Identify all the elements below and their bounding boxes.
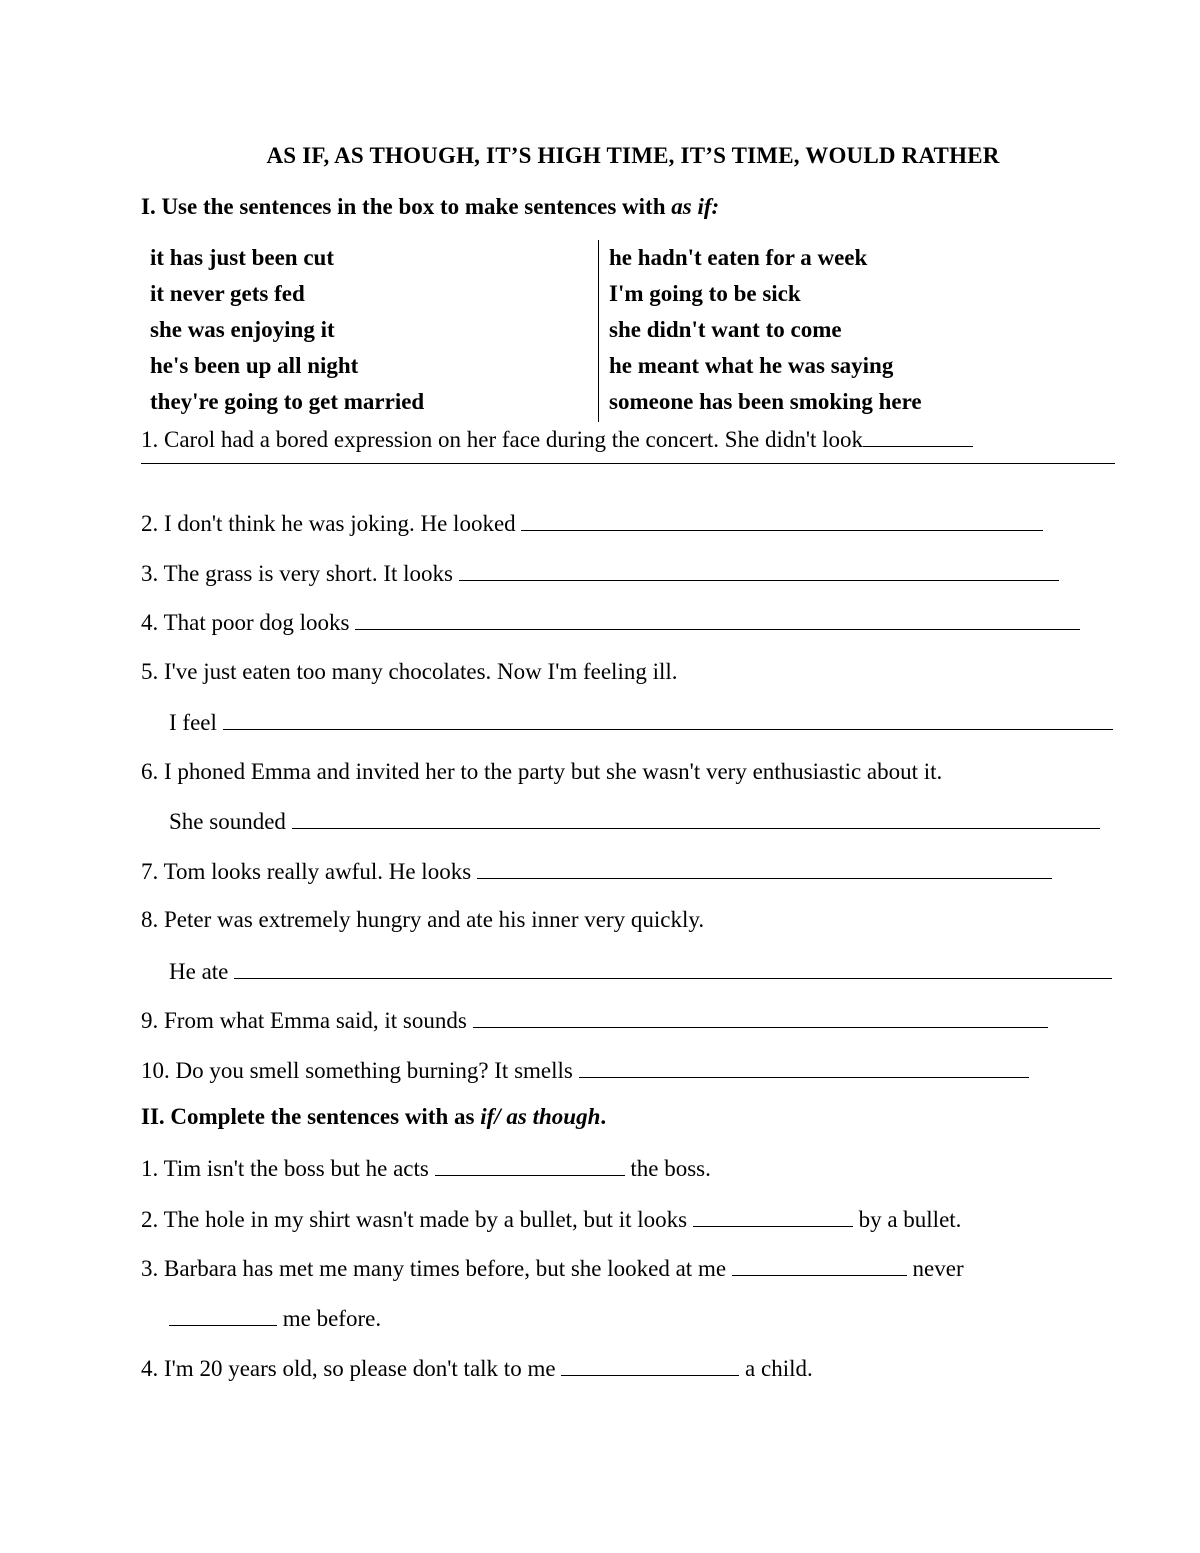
exercise-1-item-1 bbox=[141, 424, 973, 454]
section-2-heading-emphasis: if/ as though bbox=[480, 1104, 601, 1129]
item-text: me before. bbox=[277, 1306, 382, 1331]
exercise-1-item-3 bbox=[141, 558, 1059, 588]
answer-blank[interactable] bbox=[435, 1153, 625, 1176]
answer-blank[interactable] bbox=[863, 424, 973, 447]
answer-blank[interactable] bbox=[234, 956, 1112, 979]
section-2-heading-text: II. Complete the sentences with as bbox=[141, 1104, 481, 1129]
exercise-1-item-8-answer bbox=[169, 956, 1112, 986]
answer-blank[interactable] bbox=[223, 707, 1113, 730]
section-2-heading bbox=[141, 1104, 606, 1130]
item-text: 1. Tim isn't the boss but he acts bbox=[141, 1156, 435, 1181]
item-text: a child. bbox=[739, 1356, 813, 1381]
item-text: 2. I don't think he was joking. He looked bbox=[141, 511, 522, 536]
box-sentence: he meant what he was saying bbox=[609, 353, 894, 378]
exercise-2-item-2 bbox=[141, 1204, 961, 1234]
exercise-1-item-5-answer bbox=[169, 707, 1113, 737]
item-text: I feel bbox=[169, 710, 223, 735]
box-sentence: he hadn't eaten for a week bbox=[609, 245, 868, 270]
item-text: never bbox=[906, 1256, 964, 1281]
answer-blank[interactable] bbox=[579, 1055, 1029, 1078]
item-text: She sounded bbox=[169, 809, 292, 834]
answer-blank[interactable] bbox=[521, 508, 1043, 531]
answer-blank[interactable] bbox=[561, 1353, 739, 1376]
item-text: 7. Tom looks really awful. He looks bbox=[141, 859, 477, 884]
item-text: 5. I've just eaten too many chocolates. Now I'm feeling ill. bbox=[141, 659, 678, 684]
sentence-box-left-column bbox=[150, 240, 424, 420]
item-text: 1. Carol had a bored expression on her face during the concert. She didn't look bbox=[141, 427, 864, 452]
exercise-1-item-4 bbox=[141, 607, 1080, 637]
exercise-1-item-6 bbox=[141, 757, 942, 787]
box-divider bbox=[598, 240, 599, 422]
section-1-heading bbox=[141, 194, 719, 220]
answer-blank[interactable] bbox=[459, 558, 1059, 581]
sentence-box bbox=[150, 240, 1010, 422]
item-text: 9. From what Emma said, it sounds bbox=[141, 1008, 473, 1033]
sentence-box-right-column bbox=[609, 240, 922, 420]
exercise-1-item-9 bbox=[141, 1005, 1048, 1035]
item-text: He ate bbox=[169, 959, 235, 984]
exercise-2-item-3-continued bbox=[169, 1303, 381, 1333]
exercise-1-item-5 bbox=[141, 657, 678, 687]
item-text: 3. Barbara has met me many times before, but she looked at me bbox=[141, 1256, 732, 1281]
exercise-2-item-1 bbox=[141, 1153, 711, 1183]
box-sentence: he's been up all night bbox=[150, 353, 359, 378]
section-1-heading-text: I. Use the sentences in the box to make sentences with bbox=[141, 194, 672, 219]
answer-blank-line[interactable] bbox=[141, 463, 1115, 464]
item-text: 4. That poor dog looks bbox=[141, 610, 356, 635]
exercise-1-item-2 bbox=[141, 508, 1043, 538]
item-text: 3. The grass is very short. It looks bbox=[141, 561, 459, 586]
exercise-1-item-10 bbox=[141, 1055, 1029, 1085]
box-sentence: she was enjoying it bbox=[150, 317, 335, 342]
box-sentence: she didn't want to come bbox=[609, 317, 842, 342]
answer-blank[interactable] bbox=[292, 806, 1100, 829]
answer-blank[interactable] bbox=[169, 1303, 277, 1326]
item-text: 2. The hole in my shirt wasn't made by a bullet, but it looks bbox=[141, 1207, 693, 1232]
exercise-2-item-4 bbox=[141, 1353, 813, 1383]
answer-blank[interactable] bbox=[355, 607, 1080, 630]
box-sentence: I'm going to be sick bbox=[609, 281, 801, 306]
item-text: 10. Do you smell something burning? It smells bbox=[141, 1058, 579, 1083]
answer-blank[interactable] bbox=[732, 1253, 907, 1276]
item-text: by a bullet. bbox=[852, 1207, 962, 1232]
answer-blank[interactable] bbox=[473, 1005, 1048, 1028]
box-sentence: it never gets fed bbox=[150, 281, 305, 306]
box-sentence: they're going to get married bbox=[150, 389, 425, 414]
answer-blank[interactable] bbox=[477, 856, 1052, 879]
item-text: 6. I phoned Emma and invited her to the party but she wasn't very enthusiastic about it. bbox=[141, 759, 943, 784]
exercise-1-item-8 bbox=[141, 905, 704, 935]
box-sentence: someone has been smoking here bbox=[609, 389, 922, 414]
page-title: AS IF, AS THOUGH, IT’S HIGH TIME, IT’S TIME, WOULD RATHER bbox=[266, 143, 1000, 168]
exercise-2-item-3 bbox=[141, 1253, 964, 1283]
section-2-heading-end: . bbox=[600, 1104, 607, 1129]
item-text: 4. I'm 20 years old, so please don't talk to me bbox=[141, 1356, 562, 1381]
box-sentence: it has just been cut bbox=[150, 245, 335, 270]
item-text: the boss. bbox=[624, 1156, 711, 1181]
exercise-1-item-6-answer bbox=[169, 806, 1100, 836]
answer-blank[interactable] bbox=[693, 1204, 853, 1227]
exercise-1-item-7 bbox=[141, 856, 1052, 886]
section-1-heading-emphasis: as if: bbox=[671, 194, 720, 219]
item-text: 8. Peter was extremely hungry and ate his inner very quickly. bbox=[141, 907, 705, 932]
